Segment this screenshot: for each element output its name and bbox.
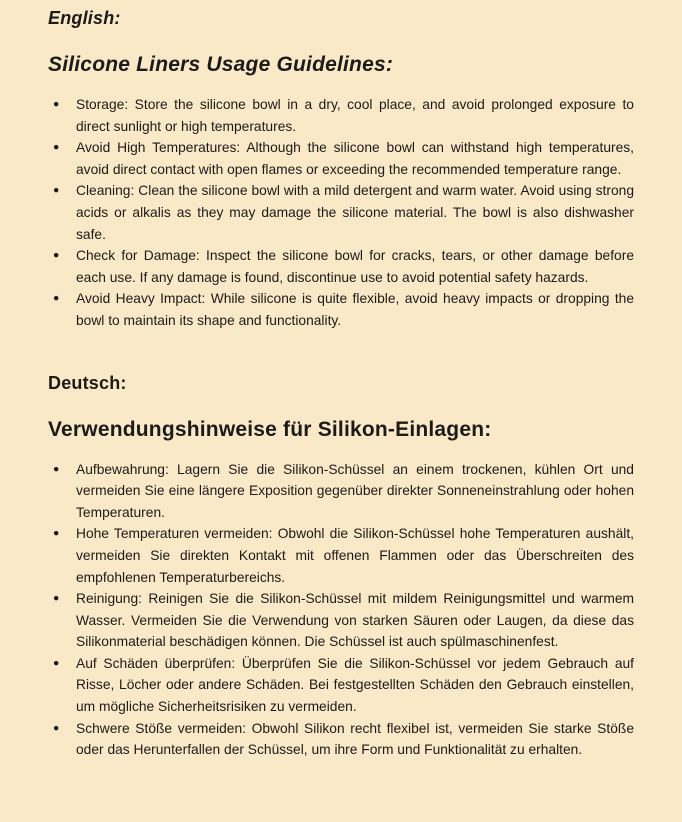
list-item-text: Avoid Heavy Impact: While silicone is quite flexible, avoid heavy impacts or dropping the bowl to maintain its shape and functionality. <box>76 291 634 328</box>
list-item <box>48 245 634 288</box>
list-item <box>48 180 634 245</box>
language-heading-german: Deutsch: <box>48 372 127 393</box>
list-item-text: Avoid High Temperatures: Although the silicone bowl can withstand high temperatures, avoid direct contact with open flames or exceeding the recommended temperature range. <box>76 140 634 177</box>
list-item-text: Reinigung: Reinigen Sie die Silikon-Schüssel mit mildem Reinigungsmittel und warmem Wasser. Vermeiden Sie die Verwendung von starken Säuren oder Laugen, da diese das Silikonmaterial beschädigen können. Die Schüssel ist auch spülmaschinenfest. <box>76 591 634 650</box>
section-title-german: Verwendungshinweise für Silikon-Einlagen: <box>48 417 492 441</box>
section-title-english: Silicone Liners Usage Guidelines: <box>48 53 394 76</box>
list-item-text: Check for Damage: Inspect the silicone bowl for cracks, tears, or other damage before each use. If any damage is found, discontinue use to avoid potential safety hazards. <box>76 248 634 285</box>
bullet-icon: ● <box>53 141 60 154</box>
list-item <box>48 653 634 718</box>
bullet-icon: ● <box>53 721 60 734</box>
list-item <box>48 137 634 180</box>
english-guidelines-list <box>48 94 634 332</box>
list-item-text: Auf Schäden überprüfen: Überprüfen Sie die Silikon-Schüssel vor jedem Gebrauch auf Risse, Löcher oder andere Schäden. Bei festgestellten Schäden den Gebrauch einstellen, um mögliche Sicherheitsrisiken zu vermeiden. <box>76 655 634 715</box>
bullet-icon: ● <box>53 656 60 669</box>
bullet-icon: ● <box>53 184 60 197</box>
list-item-text: Cleaning: Clean the silicone bowl with a mild detergent and warm water. Avoid using strong acids or alkalis as they may damage the silicone material. The bowl is also dishwasher safe. <box>76 183 634 242</box>
bullet-icon: ● <box>53 527 60 540</box>
bullet-icon: ● <box>53 249 60 262</box>
list-item <box>48 288 634 331</box>
list-item-text: Storage: Store the silicone bowl in a dry, cool place, and avoid prolonged exposure to direct sunlight or high temperatures. <box>76 97 634 134</box>
bullet-icon: ● <box>53 292 60 305</box>
list-item <box>48 588 634 653</box>
bullet-icon: ● <box>53 98 60 110</box>
list-item-text: Schwere Stöße vermeiden: Obwohl Silikon recht flexibel ist, vermeiden Sie starke Stöße oder das Herunterfallen der Schüssel, um ihre Form und Funktionalität zu erhalten. <box>76 720 634 758</box>
german-guidelines-list <box>48 459 634 761</box>
bullet-icon: ● <box>53 462 60 475</box>
list-item <box>48 94 634 137</box>
list-item <box>48 523 634 588</box>
bullet-icon: ● <box>53 592 60 605</box>
list-item-text: Hohe Temperaturen vermeiden: Obwohl die Silikon-Schüssel hohe Temperaturen aushält, vermeiden Sie direkten Kontakt mit offenen Flammen oder das Überschreiten des empfohlenen Temperaturbereichs. <box>76 526 634 585</box>
section-german <box>48 373 634 761</box>
language-heading-english: English: <box>48 8 121 28</box>
list-item <box>48 459 634 524</box>
list-item-text: Aufbewahrung: Lagern Sie die Silikon-Schüssel an einem trockenen, kühlen Ort und vermeiden Sie eine längere Exposition gegenüber direkter Sonneneinstrahlung oder hohen Temperaturen. <box>76 461 634 520</box>
section-english <box>48 8 634 332</box>
list-item <box>48 718 634 761</box>
